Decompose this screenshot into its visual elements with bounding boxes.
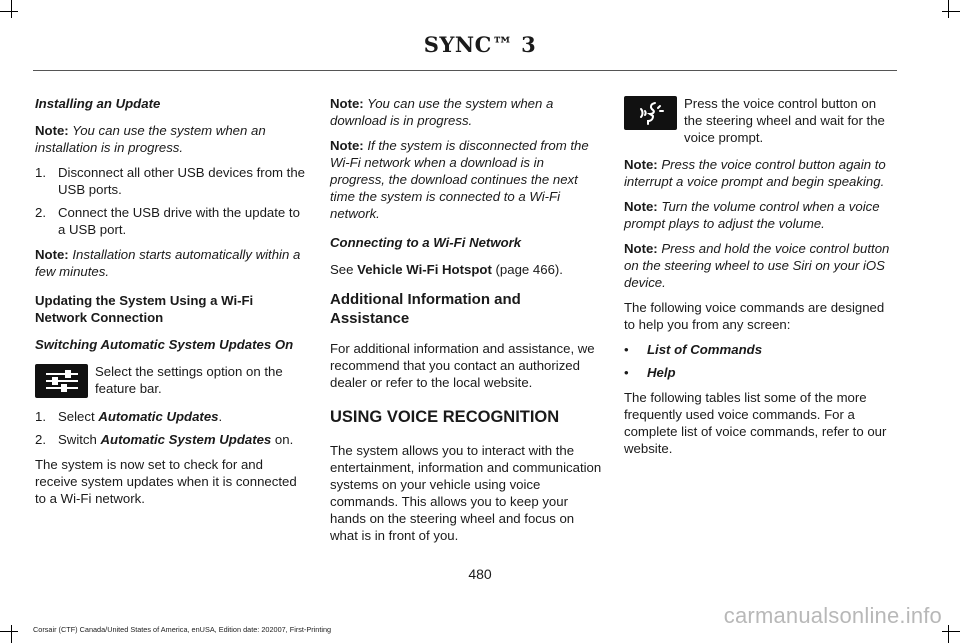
voice-control-icon [624,96,677,130]
note-text: Turn the volume control when a voice prompt plays to adjust the volume. [624,199,880,231]
settings-sliders-icon [35,364,88,398]
voice-recognition-heading: USING VOICE RECOGNITION [330,408,560,426]
crop-mark-bottom-left-h [0,631,18,632]
step-text: Connect the USB drive with the update to a USB port. [58,205,300,237]
step-number: 1. [35,409,46,424]
list-item [624,364,897,381]
tables-intro: The following tables list some of the more frequently used voice commands. For a complete list of voice commands, refer to our website. [624,390,887,456]
note-install-auto [35,246,308,280]
voice-recognition-text: The system allows you to interact with the entertainment, information and communication systems on your vehicle using voice commands. This allows you to keep your hands on the steering wheel and focus on what is in front of you. [330,443,602,543]
step-prefix: Switch [58,432,101,447]
column-3 [624,95,897,465]
note-download-disconnect [330,137,602,222]
note-download-progress [330,95,602,129]
column-2 [330,95,602,552]
note-text: Press and hold the voice control button on the steering wheel to use Siri on your iOS device. [624,241,890,290]
step-prefix: Select [58,409,99,424]
note-label: Note: [624,241,658,256]
step-number: 2. [35,432,46,447]
note-label: Note: [35,247,69,262]
commands-intro: The following voice commands are designed to help you from any screen: [624,300,885,332]
step-suffix: . [218,409,223,424]
step-emphasis: Automatic System Updates [100,432,272,447]
list-item [624,341,897,358]
note-label: Note: [35,123,69,138]
note-interrupt [624,156,897,190]
auto-updates-heading: Switching Automatic System Updates On [35,337,294,352]
list-item [35,164,308,198]
note-volume [624,198,897,232]
list-item [35,431,308,448]
settings-instruction [35,363,308,398]
crop-mark-bottom-left-v [11,625,12,643]
note-install-progress [35,122,308,156]
step-number: 1. [35,165,46,180]
crop-mark-top-left-v [11,0,12,18]
note-label: Note: [330,96,364,111]
command-list [624,341,897,381]
note-label: Note: [330,138,364,153]
wifi-hotspot-link[interactable]: Vehicle Wi-Fi Hotspot [357,262,492,277]
connecting-wifi-heading: Connecting to a Wi-Fi Network [330,235,522,250]
step-text: Disconnect all other USB devices from the USB ports. [58,165,306,197]
step-number: 2. [35,205,46,220]
note-label: Note: [624,157,658,172]
note-label: Note: [624,199,658,214]
install-steps [35,164,308,238]
note-text: Press the voice control button again to interrupt a voice prompt and begin speaking. [624,157,886,189]
note-siri [624,240,897,291]
page-number: 480 [468,566,492,582]
step-suffix: on. [271,432,294,447]
additional-info-text: For additional information and assistance, we recommend that you contact an authorized dealer or refer to the local website. [330,341,595,390]
crop-mark-bottom-right-v [948,625,949,643]
auto-update-steps [35,408,308,448]
header-divider [33,70,897,71]
voice-instruction [624,95,897,146]
crop-mark-top-right-v [948,0,949,18]
watermark: carmanualsonline.info [723,603,942,628]
note-text: Installation starts automatically within a few minutes. [35,247,301,279]
closing-paragraph: The system is now set to check for and receive system updates when it is connected to a Wi-Fi network. [35,457,297,506]
command-name: List of Commands [647,342,763,357]
note-text: You can use the system when a download is in progress. [330,96,554,128]
list-item [35,204,308,238]
see-prefix: See [330,262,358,277]
step-emphasis: Automatic Updates [98,409,219,424]
see-reference [330,261,602,278]
crop-mark-top-right-h [942,11,960,12]
command-name: Help [647,365,676,380]
crop-mark-bottom-right-h [942,631,960,632]
list-item [35,408,308,425]
see-suffix: (page 466). [491,262,563,277]
page-header-title: SYNC™ 3 [423,32,537,57]
installing-update-heading: Installing an Update [35,96,161,111]
note-text: You can use the system when an installation is in progress. [35,123,266,155]
wifi-update-heading: Updating the System Using a Wi-Fi Network Connection [35,293,254,325]
voice-instruction-text: Press the voice control button on the steering wheel and wait for the voice prompt. [684,96,885,145]
bullet: • [624,342,629,357]
settings-instruction-text: Select the settings option on the feature bar. [95,364,283,396]
note-text: If the system is disconnected from the Wi-Fi network when a download is in progress, the download continues the next time the system is connected to a Wi-Fi network. [330,138,589,221]
column-1 [35,95,308,515]
bullet: • [624,365,629,380]
footer-edition-info: Corsair (CTF) Canada/United States of America, enUSA, Edition date: 202007, First-Printing [33,625,332,634]
crop-mark-top-left-h [0,11,18,12]
additional-info-heading: Additional Information and Assistance [330,291,521,327]
